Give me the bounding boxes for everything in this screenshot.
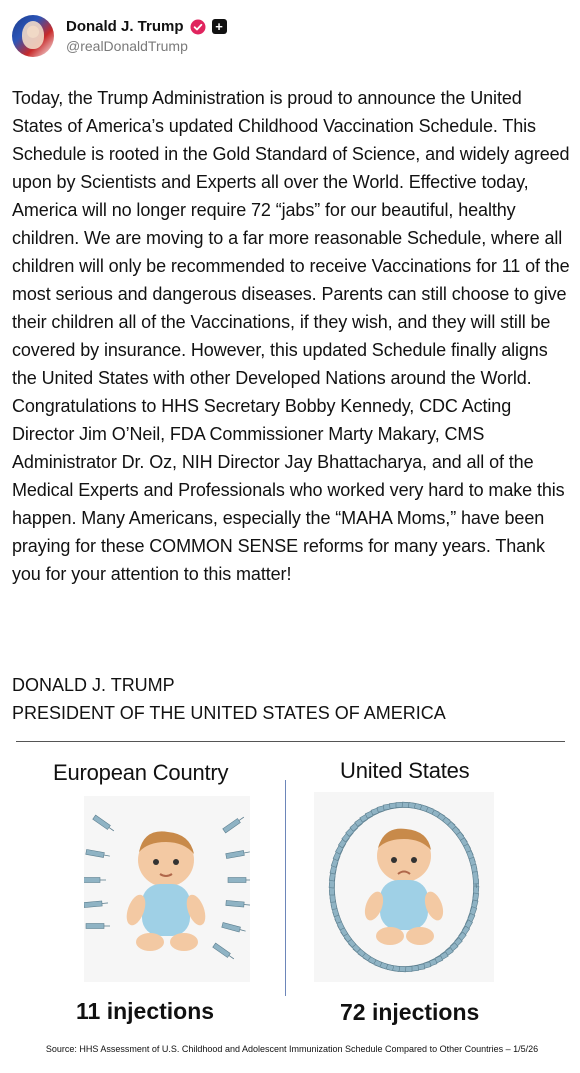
signature-name: DONALD J. TRUMP [12, 675, 175, 695]
user-meta [66, 18, 227, 54]
user-handle[interactable]: @realDonaldTrump [66, 38, 188, 54]
left-baby-illustration [84, 796, 250, 982]
avatar[interactable] [12, 15, 54, 57]
signature-title: PRESIDENT OF THE UNITED STATES OF AMERICA [12, 703, 446, 723]
right-panel-title: United States [340, 758, 470, 783]
left-count-label: 11 injections [76, 998, 215, 1024]
post-body: Today, the Trump Administration is proud to announce the United States of America’s updated Childhood Vaccination Schedule. This Schedule is rooted in the Gold Standard of Science, and widely agreed upon by Scientists and Experts all over the World. Effective today, America will no longer require 72 “jabs” for our beautiful, healthy children. We are moving to a far more reasonable Schedule, where all children will only be recommended to receive Vaccinations for 11 of the most serious and dangerous diseases. Parents can still choose to give their children all of the Vaccinations, if they wish, and they will still be covered by insurance. However, this updated Schedule finally aligns the United States with other Developed Nations around the World. Congratulations to HHS Secretary Bobby Kennedy, CDC Acting Director Jim O’Neil, FDA Commissioner Marty Makary, CMS Administrator Dr. Oz, NIH Director Jay Bhattacharya, and all of the Medical Experts and Professionals who worked very hard to make this happen. Many Americans, especially the “MAHA Moms,” have been praying for these COMMON SENSE reforms for many years. Thank you for your attention to this matter! [12, 88, 575, 584]
left-panel-title: European Country [53, 760, 229, 785]
name-row [66, 18, 227, 35]
right-count-label: 72 injections [340, 999, 480, 1025]
attached-image[interactable] [14, 748, 570, 1068]
right-baby-illustration [314, 792, 494, 982]
post-header [12, 14, 227, 58]
divider [16, 741, 565, 742]
center-divider-line [285, 780, 286, 996]
avatar-face [22, 21, 44, 49]
signature [12, 671, 446, 727]
display-name[interactable]: Donald J. Trump [66, 18, 184, 35]
verified-badge-icon [190, 19, 206, 35]
plus-icon[interactable]: + [212, 19, 227, 34]
source-caption: Source: HHS Assessment of U.S. Childhood and Adolescent Immunization Schedule Compared to Other Countries – 1/5/26 [45, 1044, 539, 1054]
